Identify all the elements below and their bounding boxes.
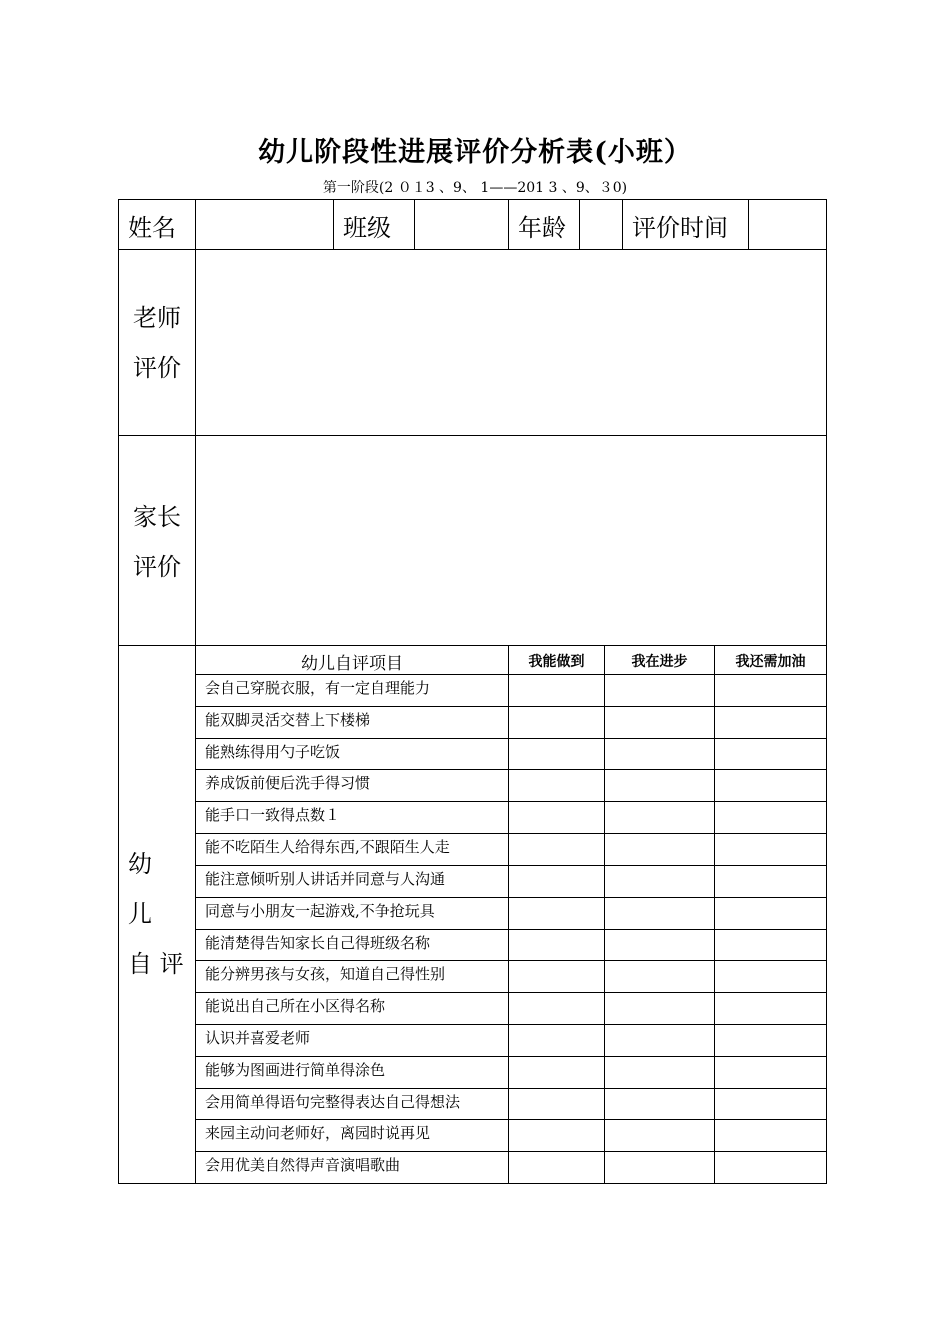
check-improving[interactable] — [605, 1120, 714, 1150]
col-header-items: 幼儿自评项目 — [301, 654, 403, 674]
check-improving[interactable] — [605, 802, 714, 832]
parent-eval-field[interactable] — [197, 437, 825, 643]
check-improving[interactable] — [605, 834, 714, 864]
self-eval-item: 能分辨男孩与女孩，知道自己得性别 — [205, 965, 446, 983]
check-need-effort[interactable] — [715, 898, 826, 928]
check-need-effort[interactable] — [715, 770, 826, 800]
check-can-do[interactable] — [509, 1025, 604, 1055]
check-improving[interactable] — [605, 675, 714, 705]
self-eval-item: 同意与小朋友一起游戏,不争抢玩具 — [205, 902, 435, 920]
self-eval-item: 会用优美自然得声音演唱歌曲 — [205, 1156, 401, 1174]
check-need-effort[interactable] — [715, 866, 826, 896]
page-title: 幼儿阶段性进展评价分析表(小班） — [258, 137, 692, 168]
divider — [118, 435, 827, 436]
check-need-effort[interactable] — [715, 1152, 826, 1182]
check-need-effort[interactable] — [715, 993, 826, 1023]
name-label: 姓名 — [128, 214, 176, 242]
check-need-effort[interactable] — [715, 1057, 826, 1087]
check-improving[interactable] — [605, 1025, 714, 1055]
self-eval-line1: 幼 — [128, 850, 152, 878]
check-can-do[interactable] — [509, 1089, 604, 1119]
self-eval-item: 能清楚得告知家长自己得班级名称 — [205, 934, 431, 952]
check-need-effort[interactable] — [715, 834, 826, 864]
self-eval-item: 来园主动问老师好，离园时说再见 — [205, 1124, 431, 1142]
check-can-do[interactable] — [509, 961, 604, 991]
check-can-do[interactable] — [509, 1057, 604, 1087]
check-can-do[interactable] — [509, 770, 604, 800]
parent-eval-line2: 评价 — [133, 553, 181, 581]
check-can-do[interactable] — [509, 675, 604, 705]
check-improving[interactable] — [605, 993, 714, 1023]
teacher-eval-field[interactable] — [197, 251, 825, 433]
col-header-need-effort: 我还需加油 — [735, 654, 806, 670]
self-eval-item: 能熟练得用勺子吃饭 — [205, 743, 341, 761]
check-can-do[interactable] — [509, 1152, 604, 1182]
self-eval-item: 能注意倾听别人讲话并同意与人沟通 — [205, 870, 446, 888]
check-need-effort[interactable] — [715, 675, 826, 705]
eval-time-label: 评价时间 — [632, 214, 728, 242]
age-field[interactable] — [581, 200, 621, 248]
self-eval-item: 能说出自己所在小区得名称 — [205, 997, 386, 1015]
check-can-do[interactable] — [509, 802, 604, 832]
class-field[interactable] — [416, 200, 507, 248]
check-can-do[interactable] — [509, 993, 604, 1023]
divider — [579, 199, 580, 249]
check-improving[interactable] — [605, 961, 714, 991]
divider — [508, 199, 509, 249]
check-can-do[interactable] — [509, 834, 604, 864]
period-subtitle: 第一阶段(2 ０１3 、9、 1——201 3 、9、３0) — [322, 180, 628, 196]
self-eval-item: 能够为图画进行简单得涂色 — [205, 1061, 386, 1079]
self-eval-item: 能双脚灵活交替上下楼梯 — [205, 711, 371, 729]
check-need-effort[interactable] — [715, 1025, 826, 1055]
check-can-do[interactable] — [509, 739, 604, 769]
check-can-do[interactable] — [509, 898, 604, 928]
check-need-effort[interactable] — [715, 739, 826, 769]
check-need-effort[interactable] — [715, 802, 826, 832]
self-eval-item: 养成饭前便后洗手得习惯 — [205, 774, 371, 792]
self-eval-item: 会自己穿脱衣服，有一定自理能力 — [205, 679, 431, 697]
check-need-effort[interactable] — [715, 1089, 826, 1119]
check-can-do[interactable] — [509, 930, 604, 960]
check-need-effort[interactable] — [715, 961, 826, 991]
check-improving[interactable] — [605, 1152, 714, 1182]
divider — [118, 249, 827, 250]
check-improving[interactable] — [605, 930, 714, 960]
check-improving[interactable] — [605, 1057, 714, 1087]
self-eval-item: 认识并喜爱老师 — [205, 1029, 311, 1047]
divider — [748, 199, 749, 249]
teacher-eval-line2: 评价 — [133, 354, 181, 382]
self-eval-line2: 儿 — [128, 900, 152, 928]
divider — [333, 199, 334, 249]
class-label: 班级 — [343, 214, 391, 242]
parent-eval-label — [118, 492, 196, 592]
parent-eval-line1: 家长 — [133, 503, 181, 531]
check-improving[interactable] — [605, 898, 714, 928]
check-need-effort[interactable] — [715, 1120, 826, 1150]
divider — [118, 645, 827, 646]
self-eval-line3: 自 评 — [128, 950, 184, 978]
check-improving[interactable] — [605, 739, 714, 769]
check-improving[interactable] — [605, 770, 714, 800]
check-can-do[interactable] — [509, 707, 604, 737]
check-improving[interactable] — [605, 866, 714, 896]
check-can-do[interactable] — [509, 1120, 604, 1150]
check-improving[interactable] — [605, 707, 714, 737]
col-header-can-do: 我能做到 — [528, 654, 585, 670]
self-eval-item: 能手口一致得点数１ — [205, 806, 341, 824]
check-can-do[interactable] — [509, 866, 604, 896]
self-eval-item: 会用简单得语句完整得表达自己得想法 — [205, 1093, 461, 1111]
age-label: 年龄 — [518, 214, 566, 242]
col-header-improving: 我在进步 — [631, 654, 688, 670]
divider — [414, 199, 415, 249]
name-field[interactable] — [197, 200, 332, 248]
check-improving[interactable] — [605, 1089, 714, 1119]
teacher-eval-line1: 老师 — [133, 304, 181, 332]
self-eval-item: 能不吃陌生人给得东西,不跟陌生人走 — [205, 838, 450, 856]
teacher-eval-label — [118, 293, 196, 393]
self-eval-label — [118, 839, 196, 989]
check-need-effort[interactable] — [715, 930, 826, 960]
divider — [622, 199, 623, 249]
eval-time-field[interactable] — [750, 200, 826, 248]
check-need-effort[interactable] — [715, 707, 826, 737]
